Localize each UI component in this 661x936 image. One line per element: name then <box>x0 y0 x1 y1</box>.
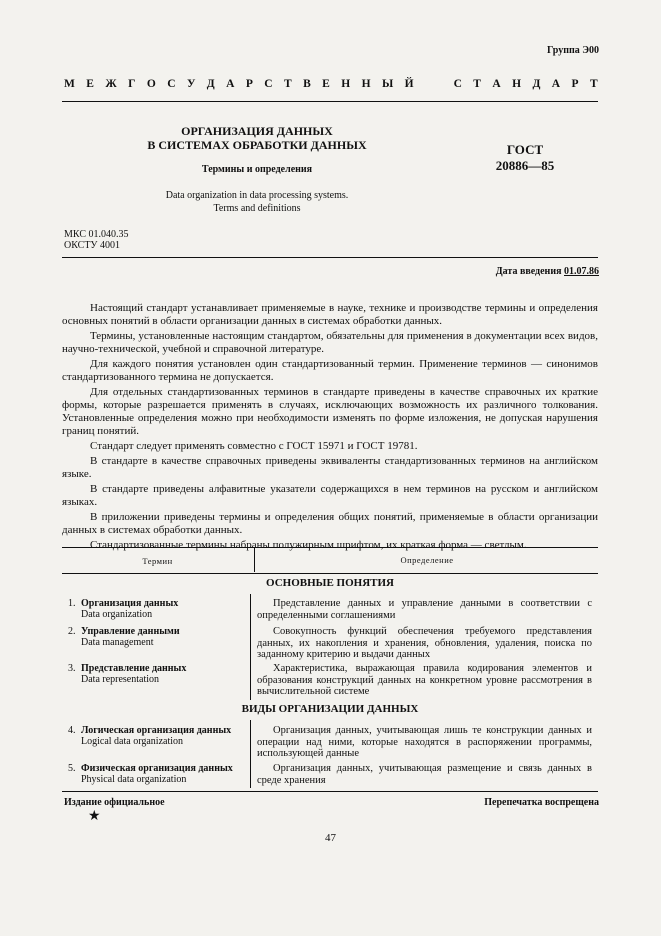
english-title-line2: Terms and definitions <box>213 203 301 214</box>
term-en: Logical data organization <box>81 736 183 747</box>
definition-text: Организация данных, учитывающая размещение и связь данных в среде хранения <box>257 763 592 786</box>
interstate-standard-banner <box>64 78 598 90</box>
intro-date-value: 01.07.86 <box>564 266 599 277</box>
banner-letter: А <box>492 78 501 90</box>
term-en: Data organization <box>81 609 153 620</box>
banner-letter: Т <box>589 78 598 90</box>
banner-letter: А <box>226 78 235 90</box>
gost-code: 20886—85 <box>495 158 555 173</box>
preface-paragraph: В стандарте в качестве справочных приведены эквиваленты стандартизованных терминов на английском языке. <box>62 455 598 480</box>
term-ru: Логическая организация данных <box>81 725 232 736</box>
banner-letter: Д <box>206 78 215 90</box>
term-en: Data representation <box>81 674 160 685</box>
document-subtitle: Термины и определения <box>201 164 313 175</box>
banner-letter: Ж <box>105 78 117 90</box>
term-entry <box>68 663 248 685</box>
banner-gap <box>439 78 442 90</box>
term-number: 2. <box>68 626 76 637</box>
section-title: ОСНОВНЫЕ ПОНЯТИЯ <box>266 577 394 589</box>
introduction-date <box>496 266 599 277</box>
preface-paragraph: Настоящий стандарт устанавливает применяемые в науке, технике и производстве термины и определения основных понятий в области организации данных в системах обработки данных. <box>62 302 598 327</box>
banner-letter: Н <box>361 78 371 90</box>
term-number: 5. <box>68 763 76 774</box>
official-edition-label: Издание официальное <box>64 797 165 808</box>
english-title-line1: Data organization in data processing systems. <box>165 190 349 201</box>
banner-letter: Е <box>322 78 330 90</box>
top-rule <box>62 101 598 102</box>
term-number: 1. <box>68 598 76 609</box>
preface-paragraph: В приложении приведены термины и определения общих понятий, применяемые в области организации данных в системах обработки данных. <box>62 511 598 536</box>
middle-rule <box>62 257 598 258</box>
preface-text <box>62 302 598 554</box>
banner-letter: Т <box>473 78 481 90</box>
column-header-term: Термин <box>142 556 173 566</box>
banner-letter: Н <box>512 78 522 90</box>
preface-paragraph: В стандарте приведены алфавитные указатели содержащихся в нем терминов на русском и английском языках. <box>62 483 598 508</box>
banner-letter: О <box>146 78 156 90</box>
document-title-line1: ОРГАНИЗАЦИЯ ДАННЫХ <box>181 124 333 138</box>
mks-code: МКС 01.040.35 <box>64 229 129 240</box>
gost-label: ГОСТ <box>506 142 544 157</box>
banner-letter: С <box>264 78 273 90</box>
preface-paragraph: Для отдельных стандартизованных терминов в стандарте приведены в качестве справочных их краткие формы, которые разрешается применять в случаях, исключающих возможность их различного толкования. Установленные определения можно при необходимости изменять по форме изложения, не допуская нарушения границ понятий. <box>62 386 598 437</box>
banner-letter: А <box>551 78 561 90</box>
banner-letter: С <box>167 78 176 90</box>
banner-letter: С <box>453 78 462 90</box>
bottom-rule <box>62 791 598 792</box>
term-number: 3. <box>68 663 76 674</box>
term-ru: Организация данных <box>81 598 179 609</box>
banner-letter: Ы <box>381 78 394 90</box>
banner-letter: Р <box>571 78 579 90</box>
term-en: Physical data organization <box>81 774 187 785</box>
classification-codes <box>64 229 128 251</box>
preface-paragraph: Стандартизованные термины набраны полужирным шрифтом, их краткая форма — светлым. <box>90 539 527 551</box>
banner-letter: Й <box>404 78 414 90</box>
gost-number <box>470 142 580 174</box>
banner-letter: Р <box>245 78 253 90</box>
definition-text: Характеристика, выражающая правила кодирования элементов и образования конструкций данных на конкретном уровне рассмотрения в вычислительной системе <box>257 663 592 697</box>
preface-paragraph: Для каждого понятия установлен один стандартизованный термин. Применение терминов — синонимов стандартизованного термина не допускается. <box>62 358 598 383</box>
definition-text: Организация данных, учитывающая лишь те конструкции данных и операции над ними, которые находятся в распоряжении программы, использующей данные <box>257 725 592 759</box>
term-definition <box>257 598 592 621</box>
term-definition <box>257 663 592 698</box>
column-header-definition: Определение <box>254 548 599 572</box>
table-column-divider <box>250 594 251 700</box>
term-entry <box>68 626 248 648</box>
page-number: 47 <box>325 832 336 844</box>
term-entry <box>68 598 248 620</box>
term-entry <box>68 725 248 747</box>
star-icon: ★ <box>88 809 101 824</box>
term-ru: Управление данными <box>81 626 180 637</box>
reprint-prohibited-label: Перепечатка воспрещена <box>484 797 599 808</box>
term-en: Data management <box>81 637 154 648</box>
section-title: ВИДЫ ОРГАНИЗАЦИИ ДАННЫХ <box>241 703 419 715</box>
term-number: 4. <box>68 725 76 736</box>
term-ru: Представление данных <box>81 663 187 674</box>
term-definition <box>257 626 592 661</box>
banner-letter: М <box>64 78 75 90</box>
intro-date-label: Дата введения <box>495 266 562 277</box>
banner-letter: Т <box>284 78 292 90</box>
banner-letter: У <box>186 78 196 90</box>
term-definition <box>257 763 592 786</box>
okstu-code: ОКСТУ 4001 <box>64 240 121 251</box>
term-definition <box>257 725 592 760</box>
preface-paragraph: Термины, установленные настоящим стандартом, обязательны для применения в документации всех видов, научно-технической, учебной и справочной литературе. <box>62 330 598 355</box>
preface-paragraph: Стандарт следует применять совместно с ГОСТ 15971 и ГОСТ 19781. <box>90 440 418 452</box>
document-title-line2: В СИСТЕМАХ ОБРАБОТКИ ДАННЫХ <box>147 138 367 152</box>
definition-text: Представление данных и управление данными в соответствии с определенными соглашениями <box>257 598 592 621</box>
banner-gap <box>425 78 428 90</box>
banner-letter: Д <box>532 78 541 90</box>
term-ru: Физическая организация данных <box>81 763 233 774</box>
table-column-divider <box>250 720 251 788</box>
terms-table-header <box>62 547 598 574</box>
definition-text: Совокупность функций обеспечения требуемого представления данных, их накопления и хранения, обновления, удаления, поиска по заданному критерию и выдачи данных <box>257 626 592 660</box>
banner-letter: Н <box>341 78 351 90</box>
term-entry <box>68 763 248 785</box>
banner-letter: Г <box>128 78 136 90</box>
banner-letter: Е <box>86 78 94 90</box>
document-title-block <box>130 124 384 215</box>
banner-letter: В <box>303 78 311 90</box>
group-code: Группа Э00 <box>547 45 599 56</box>
